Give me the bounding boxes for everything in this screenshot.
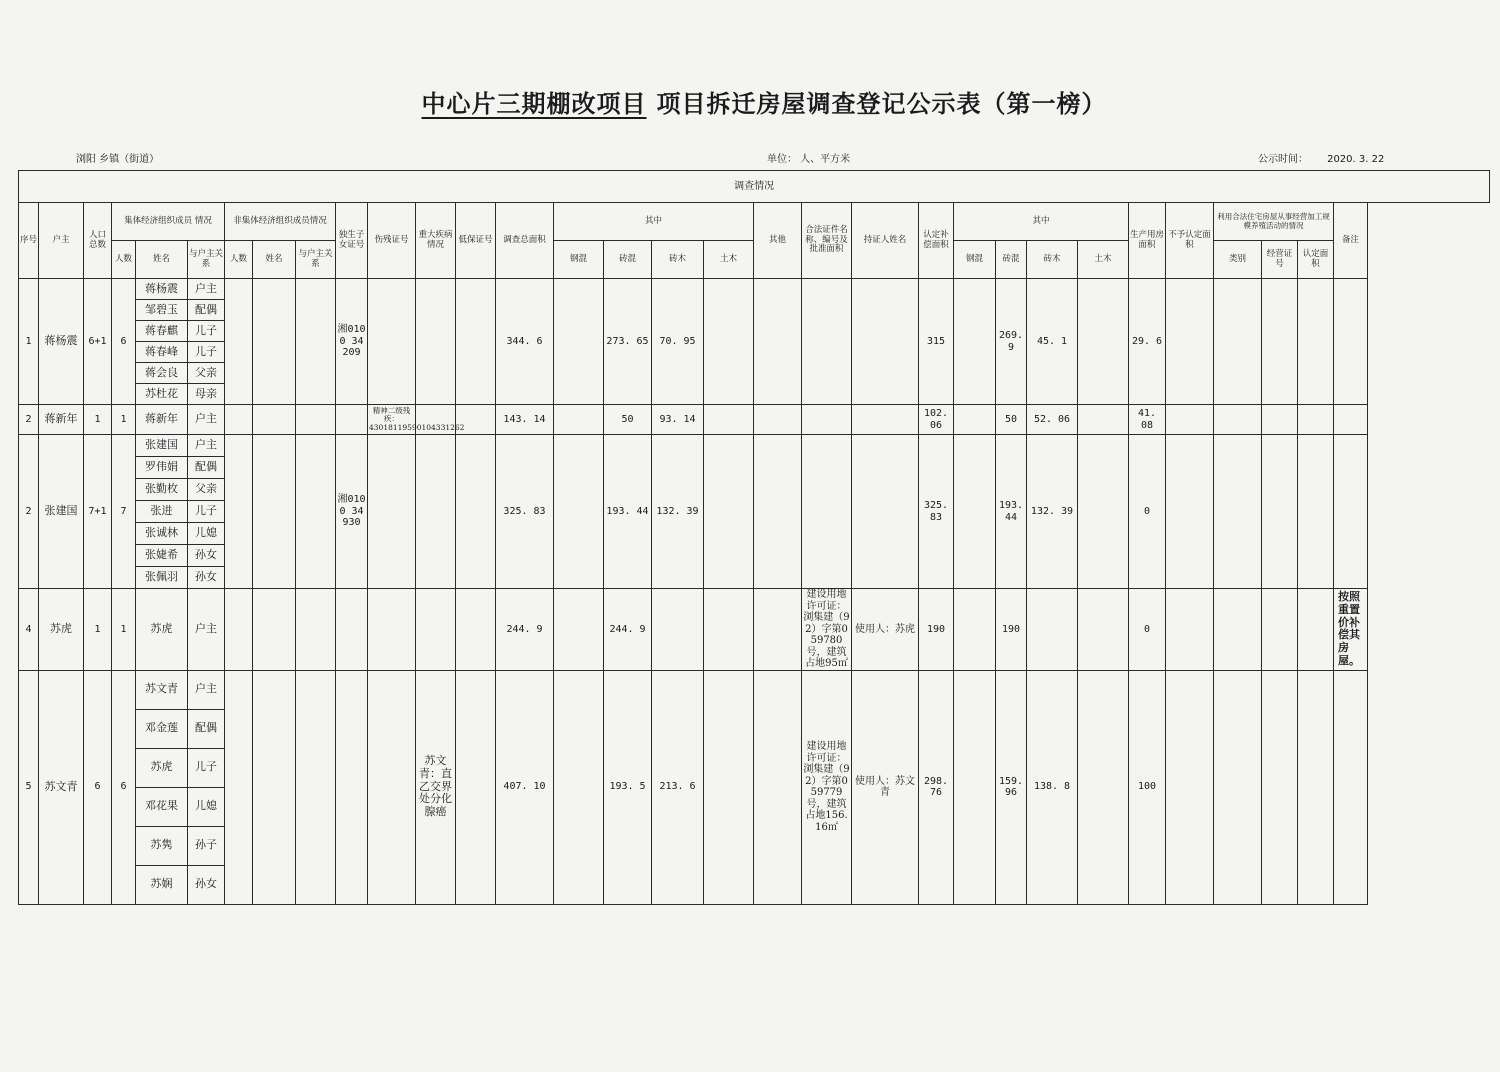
member-name: 蒋春峰 [136,342,188,363]
col-legal-doc: 合法证件名称、编号及批准面积 [802,203,852,279]
member-name: 罗伟娟 [136,457,188,479]
col-steel2: 钢混 [954,241,996,279]
col-remarks: 备注 [1334,203,1368,279]
recognized-area: 190 [919,589,954,671]
earth-wood-area [704,279,754,405]
other-area [754,279,802,405]
col-business: 利用合法住宅房屋从事经营加工规模养殖活动的情况 [1214,203,1334,241]
noncollective-relation [296,589,336,671]
recognized-brick-concrete: 159. 96 [996,670,1027,904]
recognized-brick-wood [1027,589,1078,671]
col-seq: 序号 [19,203,39,279]
col-biz-area: 认定面积 [1298,241,1334,279]
business-area [1298,279,1334,405]
total-area: 143. 14 [496,405,554,435]
col-relation: 与户主关系 [188,241,225,279]
noncollective-count [225,589,253,671]
business-category [1214,670,1262,904]
business-area [1298,435,1334,589]
member-relation: 配偶 [188,300,225,321]
location-label: 浏阳 乡镇（街道） [76,154,160,165]
col-relation2: 与户主关系 [296,241,336,279]
member-relation: 父亲 [188,363,225,384]
recognized-steel [954,405,996,435]
col-total-area: 调查总面积 [496,203,554,279]
holder-name: 使用人：苏文青 [852,670,919,904]
business-license [1262,405,1298,435]
seq-cell: 2 [19,405,39,435]
business-category [1214,435,1262,589]
brick-wood-area [652,589,704,671]
only-child-number: 湘0100 34209 [336,279,368,405]
col-unrecognized: 不予认定面积 [1166,203,1214,279]
only-child-number [336,670,368,904]
noncollective-relation [296,670,336,904]
member-name: 邹碧玉 [136,300,188,321]
owner-cell: 张建国 [39,435,84,589]
col-owner: 户主 [39,203,84,279]
col-noncollective: 非集体经济组织成员情况 [225,203,336,241]
recognized-steel [954,670,996,904]
member-relation: 孙女 [188,545,225,567]
population-cell: 6 [84,670,112,904]
noncollective-count [225,279,253,405]
seq-cell: 4 [19,589,39,671]
member-relation: 儿媳 [188,787,225,826]
total-area: 407. 10 [496,670,554,904]
recognized-area: 102. 06 [919,405,954,435]
col-among2: 其中 [954,203,1129,241]
noncollective-name [253,435,296,589]
population-cell: 1 [84,589,112,671]
col-earth-wood: 土木 [704,241,754,279]
member-name: 苏隽 [136,826,188,865]
lowincome-number [456,589,496,671]
only-child-number [336,589,368,671]
col-disabled: 伤残证号 [368,203,416,279]
production-area: 0 [1129,589,1166,671]
unrecognized-area [1166,435,1214,589]
illness-info: 苏文青：直乙交界处分化腺癌 [416,670,456,904]
production-area: 41. 08 [1129,405,1166,435]
recognized-steel [954,435,996,589]
noncollective-count [225,435,253,589]
total-area: 325. 83 [496,435,554,589]
member-name: 邓金莲 [136,709,188,748]
member-relation: 户主 [188,435,225,457]
col-among: 其中 [554,203,754,241]
recognized-area: 325. 83 [919,435,954,589]
other-area [754,435,802,589]
col-collective: 集体经济组织成员 情况 [112,203,225,241]
business-license [1262,589,1298,671]
col-biz-license: 经营证号 [1262,241,1298,279]
legal-document [802,279,852,405]
member-count-cell: 7 [112,435,136,589]
recognized-brick-wood: 52. 06 [1027,405,1078,435]
member-relation: 户主 [188,405,225,435]
member-count-cell: 6 [112,279,136,405]
recognized-brick-concrete: 193. 44 [996,435,1027,589]
recognized-steel [954,279,996,405]
holder-name [852,435,919,589]
col-population: 人口总数 [84,203,112,279]
earth-wood-area [704,670,754,904]
member-name: 苏杜花 [136,384,188,405]
legal-document [802,435,852,589]
disability-number: 精神二级残疾：43018119590104331262 [368,405,416,435]
col-brick-wood: 砖木 [652,241,704,279]
steel-area [554,279,604,405]
disability-number [368,589,416,671]
member-name: 苏虎 [136,748,188,787]
page-title [0,84,1500,119]
col-steel: 钢混 [554,241,604,279]
recognized-brick-wood: 138. 8 [1027,670,1078,904]
owner-cell: 蒋杨震 [39,279,84,405]
member-relation: 户主 [188,589,225,671]
noncollective-relation [296,435,336,589]
household-row [19,589,1490,671]
member-name: 苏文青 [136,670,188,709]
col-illness: 重大疾病情况 [416,203,456,279]
seq-cell: 2 [19,435,39,589]
total-area: 244. 9 [496,589,554,671]
earth-wood-area [704,405,754,435]
disability-number [368,670,416,904]
brick-concrete-area: 193. 5 [604,670,652,904]
recognized-earth-wood [1078,405,1129,435]
remark-text [1334,279,1368,405]
noncollective-name [253,405,296,435]
household-row [19,279,1490,300]
survey-table [18,170,1490,905]
production-area: 0 [1129,435,1166,589]
recognized-brick-concrete: 190 [996,589,1027,671]
member-relation: 户主 [188,279,225,300]
population-cell: 1 [84,405,112,435]
other-area [754,589,802,671]
col-brick-wood2: 砖木 [1027,241,1078,279]
brick-wood-area: 132. 39 [652,435,704,589]
brick-wood-area: 93. 14 [652,405,704,435]
remark-text [1334,405,1368,435]
member-relation: 儿子 [188,501,225,523]
member-relation: 孙女 [188,865,225,904]
household-row [19,405,1490,435]
business-area [1298,670,1334,904]
steel-area [554,405,604,435]
remark-text: 按照重置价补偿其房屋。 [1334,589,1368,671]
recognized-steel [954,589,996,671]
lowincome-number [456,279,496,405]
member-relation: 孙女 [188,567,225,589]
publish-time-value: 2020. 3. 22 [1327,154,1385,165]
member-name: 张佩羽 [136,567,188,589]
noncollective-count [225,670,253,904]
business-license [1262,670,1298,904]
illness-info [416,279,456,405]
member-name: 张进 [136,501,188,523]
remark-text [1334,435,1368,589]
remark-text [1334,670,1368,904]
steel-area [554,670,604,904]
member-relation: 配偶 [188,457,225,479]
title-rest: 项目拆迁房屋调查登记公示表（第一榜） [656,90,1107,118]
earth-wood-area [704,435,754,589]
disability-number [368,435,416,589]
household-row [19,435,1490,457]
member-name: 蒋会良 [136,363,188,384]
recognized-brick-wood: 132. 39 [1027,435,1078,589]
col-earth-wood2: 土木 [1078,241,1129,279]
seq-cell: 5 [19,670,39,904]
owner-cell: 苏文青 [39,670,84,904]
member-relation: 户主 [188,670,225,709]
member-name: 邓花果 [136,787,188,826]
business-area [1298,405,1334,435]
only-child-number [336,405,368,435]
unrecognized-area [1166,589,1214,671]
unrecognized-area [1166,670,1214,904]
steel-area [554,435,604,589]
survey-header: 调查情况 [19,171,1490,203]
member-relation: 儿子 [188,321,225,342]
business-category [1214,589,1262,671]
brick-concrete-area: 273. 65 [604,279,652,405]
member-name: 张建国 [136,435,188,457]
recognized-area: 315 [919,279,954,405]
member-count-cell: 1 [112,589,136,671]
brick-concrete-area: 50 [604,405,652,435]
unrecognized-area [1166,405,1214,435]
legal-document [802,405,852,435]
col-recognized: 认定补偿面积 [919,203,954,279]
business-license [1262,279,1298,405]
owner-cell: 苏虎 [39,589,84,671]
member-name: 蒋春麒 [136,321,188,342]
col-other: 其他 [754,203,802,279]
col-count2: 人数 [225,241,253,279]
member-relation: 儿子 [188,748,225,787]
member-relation: 父亲 [188,479,225,501]
brick-concrete-area: 244. 9 [604,589,652,671]
production-area: 29. 6 [1129,279,1166,405]
brick-concrete-area: 193. 44 [604,435,652,589]
col-onlychild: 独生子女证号 [336,203,368,279]
seq-cell: 1 [19,279,39,405]
noncollective-name [253,589,296,671]
only-child-number: 湘0100 34930 [336,435,368,589]
col-production: 生产用房面积 [1129,203,1166,279]
member-name: 蒋新年 [136,405,188,435]
steel-area [554,589,604,671]
recognized-earth-wood [1078,279,1129,405]
member-name: 张勤枚 [136,479,188,501]
member-name: 苏虎 [136,589,188,671]
other-area [754,670,802,904]
business-category [1214,279,1262,405]
other-area [754,405,802,435]
member-relation: 配偶 [188,709,225,748]
publish-time [1258,150,1384,165]
recognized-earth-wood [1078,670,1129,904]
member-count-cell: 6 [112,670,136,904]
illness-info [416,435,456,589]
lowincome-number [456,670,496,904]
brick-wood-area: 70. 95 [652,279,704,405]
col-category: 类别 [1214,241,1262,279]
legal-document: 建设用地许可证：浏集建（92）字第059780号，建筑占地95㎡ [803,589,850,669]
disability-number [368,279,416,405]
col-brick-concrete2: 砖混 [996,241,1027,279]
member-name: 张诚林 [136,523,188,545]
noncollective-name [253,670,296,904]
recognized-earth-wood [1078,589,1129,671]
lowincome-number [456,435,496,589]
recognized-earth-wood [1078,435,1129,589]
noncollective-relation [296,279,336,405]
noncollective-relation [296,405,336,435]
member-relation: 儿子 [188,342,225,363]
member-count-cell: 1 [112,405,136,435]
member-name: 苏娴 [136,865,188,904]
holder-name [852,405,919,435]
legal-document: 建设用地许可证：浏集建（92）字第059779号，建筑占地156. 16㎡ [802,670,852,904]
unrecognized-area [1166,279,1214,405]
member-relation: 儿媳 [188,523,225,545]
survey-table-body [19,279,1490,905]
col-name2: 姓名 [253,241,296,279]
member-relation: 母亲 [188,384,225,405]
earth-wood-area [704,589,754,671]
illness-info [416,589,456,671]
col-holder: 持证人姓名 [852,203,919,279]
owner-cell: 蒋新年 [39,405,84,435]
holder-name: 使用人：苏虎 [852,589,919,671]
population-cell: 7+1 [84,435,112,589]
business-area [1298,589,1334,671]
member-name: 蒋杨震 [136,279,188,300]
publish-time-label: 公示时间： [1258,154,1308,165]
brick-wood-area: 213. 6 [652,670,704,904]
population-cell: 6+1 [84,279,112,405]
recognized-area: 298. 76 [919,670,954,904]
noncollective-count [225,405,253,435]
member-name: 张婕希 [136,545,188,567]
recognized-brick-wood: 45. 1 [1027,279,1078,405]
production-area: 100 [1129,670,1166,904]
col-lowincome: 低保证号 [456,203,496,279]
household-row [19,670,1490,709]
col-count: 人数 [112,241,136,279]
member-relation: 孙子 [188,826,225,865]
recognized-brick-concrete: 50 [996,405,1027,435]
title-project: 中心片三期棚改项目 [421,90,647,118]
business-category [1214,405,1262,435]
col-brick-concrete: 砖混 [604,241,652,279]
unit-label: 单位： 人、平方米 [767,154,851,165]
total-area: 344. 6 [496,279,554,405]
business-license [1262,435,1298,589]
holder-name [852,279,919,405]
noncollective-name [253,279,296,405]
recognized-brick-concrete: 269. 9 [996,279,1027,405]
col-name: 姓名 [136,241,188,279]
